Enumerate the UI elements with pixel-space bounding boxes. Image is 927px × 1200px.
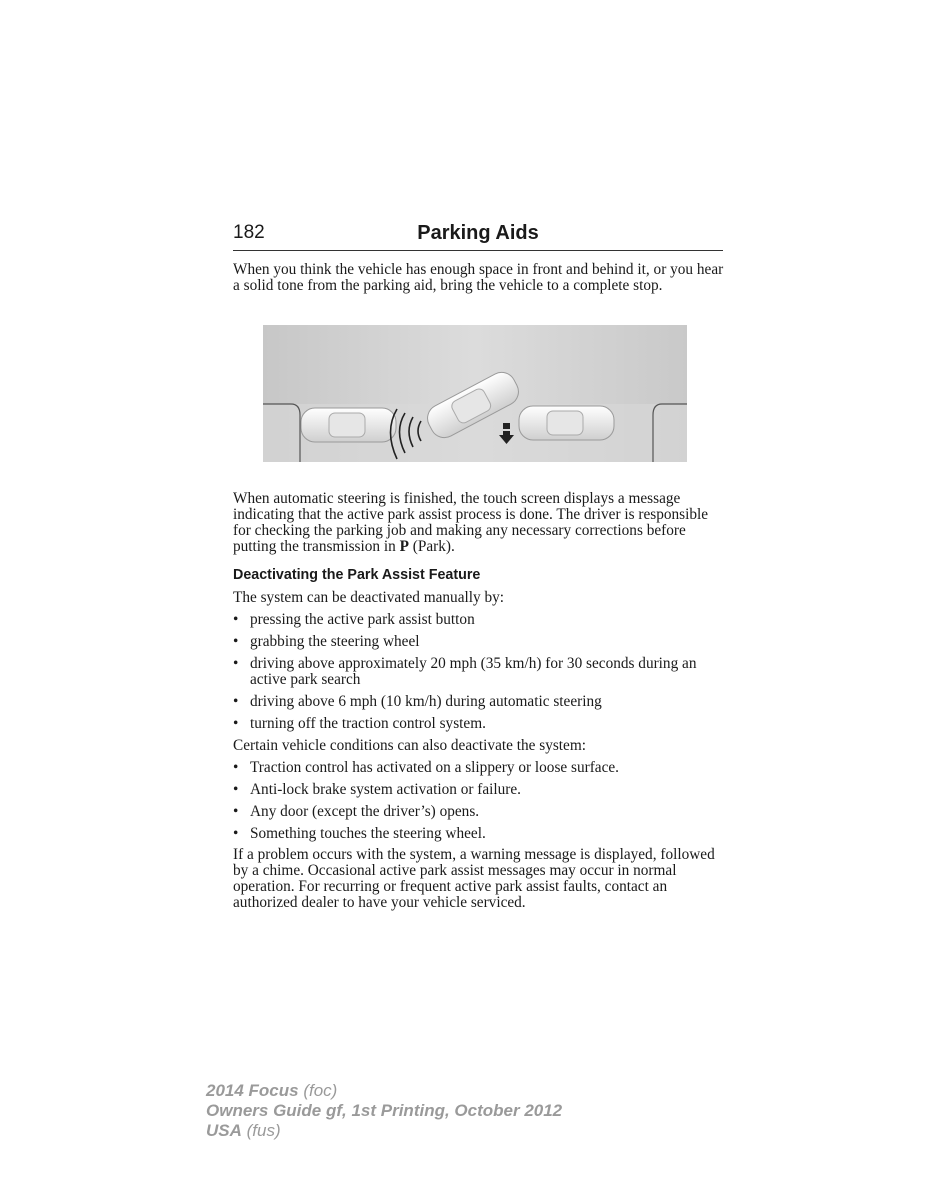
conditions-lead: Certain vehicle conditions can also deactivate the system: <box>233 737 586 754</box>
footer-line-2: Owners Guide gf, 1st Printing, October 2012 <box>206 1101 563 1120</box>
parked-car-left <box>301 408 396 442</box>
parked-car-right <box>519 406 614 440</box>
completion-paragraph: When automatic steering is finished, the touch screen displays a message indicating that the active park assist process is done. The driver is responsible for checking the parking job and making any necessary corrections before putting the transmission in P (Park). <box>233 490 709 555</box>
closing-paragraph: If a problem occurs with the system, a warning message is displayed, followed by a chime. Occasional active park assist messages may occur in normal operation. For recurring or frequent active park assist faults, contact an authorized dealer to have your vehicle serviced. <box>233 846 715 911</box>
page-footer <box>206 1081 562 1141</box>
intro-paragraph: When you think the vehicle has enough space in front and behind it, or you hear a solid tone from the parking aid, bring the vehicle to a complete stop. <box>233 261 724 294</box>
footer-line-3: USA (fus) <box>206 1121 281 1140</box>
parking-illustration <box>263 325 687 462</box>
deactivate-lead: The system can be deactivated manually by: <box>233 589 504 606</box>
page-header <box>233 222 723 251</box>
page-number: 182 <box>233 222 265 243</box>
deactivating-heading: Deactivating the Park Assist Feature <box>233 567 481 583</box>
footer-line-1: 2014 Focus (foc) <box>206 1081 338 1100</box>
section-title: Parking Aids <box>417 222 539 244</box>
